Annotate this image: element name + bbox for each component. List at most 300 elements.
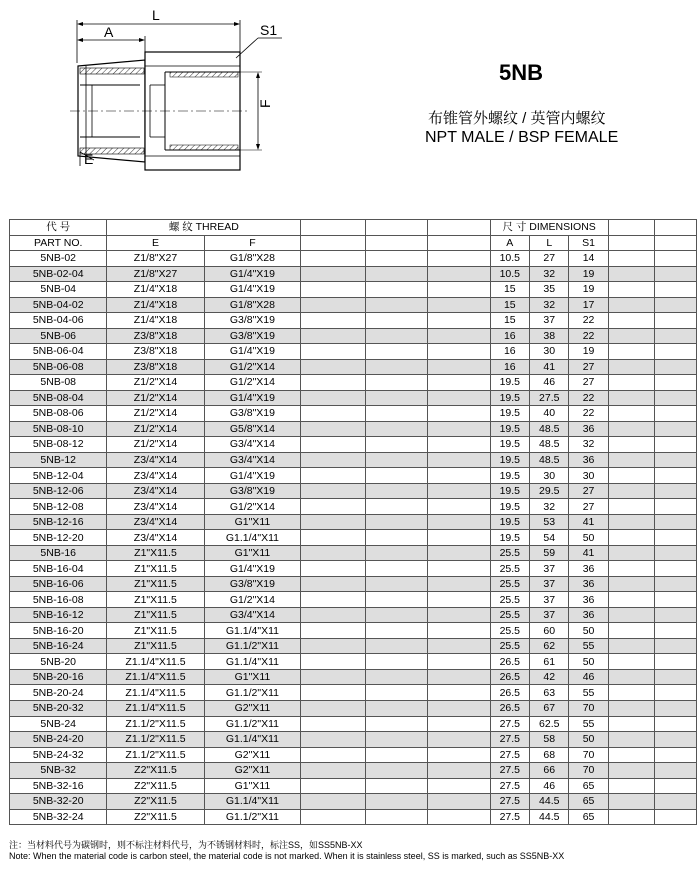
table-row xyxy=(10,669,697,685)
empty-cell xyxy=(428,763,490,779)
empty-cell xyxy=(428,778,490,794)
dim-a-cell: 26.5 xyxy=(490,685,529,701)
thread-e-cell: Z1.1/2"X11.5 xyxy=(107,732,204,748)
empty-cell xyxy=(366,530,428,546)
dim-l-cell: 68 xyxy=(530,747,569,763)
empty-cell xyxy=(608,328,654,344)
empty-cell xyxy=(608,530,654,546)
dim-a-cell: 19.5 xyxy=(490,437,529,453)
dim-s1-cell: 46 xyxy=(569,669,608,685)
part-no-cell: 5NB-08-04 xyxy=(10,390,107,406)
empty-cell xyxy=(428,251,490,267)
dim-a-cell: 19.5 xyxy=(490,406,529,422)
empty-cell xyxy=(301,282,366,298)
empty-cell xyxy=(366,437,428,453)
empty-cell xyxy=(366,452,428,468)
empty-cell xyxy=(608,669,654,685)
empty-cell xyxy=(655,406,697,422)
empty-cell xyxy=(608,251,654,267)
dim-l-cell: 63 xyxy=(530,685,569,701)
table-row xyxy=(10,732,697,748)
dim-a-cell: 25.5 xyxy=(490,638,529,654)
empty-cell xyxy=(608,623,654,639)
empty-cell xyxy=(655,499,697,515)
empty-cell xyxy=(655,266,697,282)
table-row xyxy=(10,344,697,360)
thread-e-cell: Z1.1/4"X11.5 xyxy=(107,685,204,701)
thread-f-cell: G1.1/2"X11 xyxy=(204,638,301,654)
dim-l-cell: 44.5 xyxy=(530,794,569,810)
dim-l-cell: 62.5 xyxy=(530,716,569,732)
empty-cell xyxy=(655,483,697,499)
dim-a-cell: 27.5 xyxy=(490,732,529,748)
empty-cell xyxy=(366,700,428,716)
dim-a-cell: 19.5 xyxy=(490,452,529,468)
dim-s1-cell: 55 xyxy=(569,638,608,654)
empty-cell xyxy=(608,763,654,779)
empty-cell xyxy=(366,514,428,530)
empty-cell xyxy=(301,421,366,437)
table-row xyxy=(10,514,697,530)
dim-a-cell: 19.5 xyxy=(490,375,529,391)
dim-l-cell: 37 xyxy=(530,313,569,329)
part-no-cell: 5NB-06-04 xyxy=(10,344,107,360)
empty-cell xyxy=(655,623,697,639)
dim-s1-cell: 41 xyxy=(569,545,608,561)
empty-cell xyxy=(608,638,654,654)
table-row xyxy=(10,375,697,391)
thread-f-cell: G1"X11 xyxy=(204,514,301,530)
dim-a-label: A xyxy=(104,24,114,40)
table-row xyxy=(10,499,697,515)
part-no-cell: 5NB-20 xyxy=(10,654,107,670)
empty-cell xyxy=(608,700,654,716)
thread-e-cell: Z2"X11.5 xyxy=(107,778,204,794)
part-no-cell: 5NB-06 xyxy=(10,328,107,344)
empty-cell xyxy=(428,297,490,313)
part-no-cell: 5NB-16 xyxy=(10,545,107,561)
header-row-2 xyxy=(10,235,697,251)
part-no-cell: 5NB-08-06 xyxy=(10,406,107,422)
dim-a-cell: 19.5 xyxy=(490,514,529,530)
dim-a-cell: 19.5 xyxy=(490,483,529,499)
empty-cell xyxy=(428,809,490,825)
empty-cell xyxy=(366,483,428,499)
header-e: E xyxy=(107,235,204,251)
part-no-cell: 5NB-02 xyxy=(10,251,107,267)
thread-e-cell: Z1.1/2"X11.5 xyxy=(107,747,204,763)
empty-cell xyxy=(366,545,428,561)
header-a: A xyxy=(490,235,529,251)
dim-l-cell: 60 xyxy=(530,623,569,639)
dim-s1-cell: 55 xyxy=(569,716,608,732)
empty-cell xyxy=(301,266,366,282)
dim-a-cell: 26.5 xyxy=(490,669,529,685)
dim-l-cell: 37 xyxy=(530,592,569,608)
empty-cell xyxy=(608,282,654,298)
thread-f-cell: G1.1/2"X11 xyxy=(204,809,301,825)
empty-cell xyxy=(428,313,490,329)
empty-cell xyxy=(608,499,654,515)
empty-cell xyxy=(301,607,366,623)
thread-e-cell: Z1"X11.5 xyxy=(107,607,204,623)
empty-cell xyxy=(428,452,490,468)
empty-cell xyxy=(655,375,697,391)
empty-cell xyxy=(428,545,490,561)
thread-f-cell: G1.1/4"X11 xyxy=(204,530,301,546)
empty-cell xyxy=(301,530,366,546)
dim-a-cell: 16 xyxy=(490,328,529,344)
table-row xyxy=(10,313,697,329)
empty-cell xyxy=(655,592,697,608)
empty-cell xyxy=(655,763,697,779)
dim-s1-cell: 36 xyxy=(569,607,608,623)
dim-l-cell: 48.5 xyxy=(530,421,569,437)
empty-cell xyxy=(608,747,654,763)
thread-f-cell: G3/4"X14 xyxy=(204,607,301,623)
header-code-cn: 代 号 xyxy=(10,220,107,236)
empty-cell xyxy=(608,468,654,484)
dim-s1-cell: 27 xyxy=(569,359,608,375)
empty-cell xyxy=(428,499,490,515)
dim-s1-cell: 70 xyxy=(569,700,608,716)
empty-cell xyxy=(608,344,654,360)
empty-cell xyxy=(366,328,428,344)
dim-l-cell: 38 xyxy=(530,328,569,344)
dim-f-label: F xyxy=(257,99,273,108)
empty-cell xyxy=(366,406,428,422)
part-no-cell: 5NB-04-02 xyxy=(10,297,107,313)
dim-l-cell: 46 xyxy=(530,778,569,794)
dim-l-cell: 29.5 xyxy=(530,483,569,499)
thread-f-cell: G1/4"X19 xyxy=(204,561,301,577)
empty-cell xyxy=(608,406,654,422)
thread-e-cell: Z1/4"X18 xyxy=(107,297,204,313)
thread-f-cell: G1/2"X14 xyxy=(204,375,301,391)
part-no-cell: 5NB-32-16 xyxy=(10,778,107,794)
dim-l-cell: 27 xyxy=(530,251,569,267)
dim-a-cell: 27.5 xyxy=(490,809,529,825)
thread-f-cell: G3/8"X19 xyxy=(204,328,301,344)
dim-l-cell: 37 xyxy=(530,607,569,623)
empty-cell xyxy=(366,685,428,701)
dim-a-cell: 25.5 xyxy=(490,545,529,561)
thread-f-cell: G1/4"X19 xyxy=(204,468,301,484)
dim-l-cell: 67 xyxy=(530,700,569,716)
thread-f-cell: G1.1/2"X11 xyxy=(204,685,301,701)
thread-e-cell: Z1"X11.5 xyxy=(107,638,204,654)
dim-l-cell: 32 xyxy=(530,499,569,515)
thread-f-cell: G5/8"X14 xyxy=(204,421,301,437)
dim-l-label: L xyxy=(152,7,160,23)
empty-cell xyxy=(301,297,366,313)
thread-e-cell: Z1/4"X18 xyxy=(107,282,204,298)
dim-s1-cell: 17 xyxy=(569,297,608,313)
empty-cell xyxy=(428,468,490,484)
dim-l-cell: 27.5 xyxy=(530,390,569,406)
thread-f-cell: G1"X11 xyxy=(204,669,301,685)
table-row xyxy=(10,747,697,763)
empty-cell xyxy=(655,251,697,267)
empty-cell xyxy=(428,592,490,608)
thread-e-cell: Z1"X11.5 xyxy=(107,592,204,608)
empty-cell xyxy=(366,763,428,779)
empty-cell xyxy=(608,297,654,313)
header-part-no: PART NO. xyxy=(10,235,107,251)
empty-cell xyxy=(428,282,490,298)
thread-e-cell: Z1"X11.5 xyxy=(107,545,204,561)
empty-cell xyxy=(428,700,490,716)
thread-f-cell: G1"X11 xyxy=(204,545,301,561)
dim-a-cell: 27.5 xyxy=(490,778,529,794)
empty-cell xyxy=(608,576,654,592)
thread-f-cell: G3/4"X14 xyxy=(204,437,301,453)
dim-l-cell: 37 xyxy=(530,561,569,577)
empty-cell xyxy=(301,251,366,267)
empty-cell xyxy=(366,251,428,267)
dim-s1-cell: 65 xyxy=(569,809,608,825)
dim-a-cell: 25.5 xyxy=(490,576,529,592)
empty-cell xyxy=(655,700,697,716)
empty-cell xyxy=(301,344,366,360)
table-row xyxy=(10,421,697,437)
empty-cell xyxy=(608,716,654,732)
empty-cell xyxy=(428,375,490,391)
empty-cell xyxy=(366,266,428,282)
dim-l-cell: 30 xyxy=(530,468,569,484)
dim-l-cell: 48.5 xyxy=(530,437,569,453)
dim-a-cell: 16 xyxy=(490,344,529,360)
empty-cell xyxy=(608,483,654,499)
subtitle-en: NPT MALE / BSP FEMALE xyxy=(425,129,619,146)
empty-cell xyxy=(428,483,490,499)
empty-cell xyxy=(301,545,366,561)
empty-cell xyxy=(655,282,697,298)
fitting-drawing xyxy=(0,0,300,200)
empty-cell xyxy=(366,732,428,748)
part-no-cell: 5NB-12-06 xyxy=(10,483,107,499)
empty-cell xyxy=(608,732,654,748)
thread-e-cell: Z2"X11.5 xyxy=(107,794,204,810)
thread-e-cell: Z3/8"X18 xyxy=(107,344,204,360)
empty-cell xyxy=(301,437,366,453)
empty-cell xyxy=(366,499,428,515)
table-row xyxy=(10,483,697,499)
part-no-cell: 5NB-12-08 xyxy=(10,499,107,515)
table-row xyxy=(10,654,697,670)
table-row xyxy=(10,763,697,779)
table-row xyxy=(10,359,697,375)
empty-cell xyxy=(366,716,428,732)
empty-cell xyxy=(301,763,366,779)
empty-cell xyxy=(608,778,654,794)
part-no-cell: 5NB-12 xyxy=(10,452,107,468)
empty-cell xyxy=(655,313,697,329)
empty-cell xyxy=(608,421,654,437)
note-cn: 注：当材料代号为碳钢时，则不标注材料代号，为不锈钢材料时，标注SS，如SS5NB-XX xyxy=(9,840,363,850)
dim-a-cell: 19.5 xyxy=(490,421,529,437)
thread-f-cell: G1"X11 xyxy=(204,778,301,794)
thread-f-cell: G3/8"X19 xyxy=(204,576,301,592)
empty-cell xyxy=(655,421,697,437)
empty-cell xyxy=(428,530,490,546)
dim-a-cell: 19.5 xyxy=(490,468,529,484)
empty-cell xyxy=(655,747,697,763)
header-s1: S1 xyxy=(569,235,608,251)
part-no-cell: 5NB-24 xyxy=(10,716,107,732)
empty-cell xyxy=(608,607,654,623)
part-no-cell: 5NB-16-08 xyxy=(10,592,107,608)
empty-cell xyxy=(366,623,428,639)
thread-e-cell: Z1"X11.5 xyxy=(107,576,204,592)
empty-cell xyxy=(428,669,490,685)
part-no-cell: 5NB-04 xyxy=(10,282,107,298)
empty-cell xyxy=(428,623,490,639)
empty-cell xyxy=(655,576,697,592)
table-row xyxy=(10,561,697,577)
dim-l-cell: 46 xyxy=(530,375,569,391)
dim-s1-cell: 70 xyxy=(569,763,608,779)
dim-s1-cell: 36 xyxy=(569,592,608,608)
dim-a-cell: 19.5 xyxy=(490,499,529,515)
table-row xyxy=(10,716,697,732)
header-dimensions: 尺 寸 DIMENSIONS xyxy=(490,220,608,236)
empty-cell xyxy=(366,561,428,577)
empty-cell xyxy=(428,437,490,453)
table-row xyxy=(10,794,697,810)
empty-cell xyxy=(301,375,366,391)
empty-cell xyxy=(301,794,366,810)
dim-l-cell: 58 xyxy=(530,732,569,748)
part-no-cell: 5NB-20-32 xyxy=(10,700,107,716)
dim-s1-cell: 36 xyxy=(569,421,608,437)
thread-e-cell: Z1/2"X14 xyxy=(107,421,204,437)
empty-cell xyxy=(301,732,366,748)
empty-cell xyxy=(608,809,654,825)
dim-s1-cell: 22 xyxy=(569,328,608,344)
thread-e-cell: Z1"X11.5 xyxy=(107,561,204,577)
table-row xyxy=(10,530,697,546)
dim-l-cell: 42 xyxy=(530,669,569,685)
empty-cell xyxy=(655,468,697,484)
header-l: L xyxy=(530,235,569,251)
empty-cell xyxy=(608,437,654,453)
empty-cell xyxy=(655,669,697,685)
dim-s1-cell: 19 xyxy=(569,282,608,298)
thread-f-cell: G1.1/2"X11 xyxy=(204,716,301,732)
empty-cell xyxy=(655,716,697,732)
thread-e-cell: Z1/2"X14 xyxy=(107,437,204,453)
thread-f-cell: G1.1/4"X11 xyxy=(204,794,301,810)
dim-s1-cell: 32 xyxy=(569,437,608,453)
table-row xyxy=(10,685,697,701)
thread-e-cell: Z1/8"X27 xyxy=(107,251,204,267)
subtitle-cn: 布锥管外螺纹 / 英管内螺纹 xyxy=(428,110,606,127)
empty-cell xyxy=(301,576,366,592)
dim-a-cell: 25.5 xyxy=(490,623,529,639)
thread-f-cell: G3/8"X19 xyxy=(204,313,301,329)
dim-s1-cell: 55 xyxy=(569,685,608,701)
dim-s1-cell: 50 xyxy=(569,530,608,546)
header-thread: 螺 纹 THREAD xyxy=(107,220,301,236)
table-row xyxy=(10,809,697,825)
thread-e-cell: Z1/8"X27 xyxy=(107,266,204,282)
thread-e-cell: Z1/2"X14 xyxy=(107,406,204,422)
part-no-cell: 5NB-24-32 xyxy=(10,747,107,763)
dim-a-cell: 15 xyxy=(490,313,529,329)
empty-cell xyxy=(366,638,428,654)
empty-cell xyxy=(655,514,697,530)
empty-cell xyxy=(428,406,490,422)
header-row-1 xyxy=(10,220,697,236)
empty-cell xyxy=(428,328,490,344)
dim-l-cell: 35 xyxy=(530,282,569,298)
note-en: Note: When the material code is carbon steel, the material code is not marked. When it is stainless steel, SS is marked, such as SS5NB-XX xyxy=(9,851,565,861)
dim-a-cell: 25.5 xyxy=(490,592,529,608)
table-row xyxy=(10,328,697,344)
model-title: 5NB xyxy=(499,60,544,85)
empty-cell xyxy=(655,390,697,406)
empty-cell xyxy=(608,545,654,561)
empty-cell xyxy=(608,794,654,810)
empty-cell xyxy=(366,313,428,329)
table-row xyxy=(10,592,697,608)
dim-s1-cell: 27 xyxy=(569,499,608,515)
empty-cell xyxy=(655,545,697,561)
thread-f-cell: G2"X11 xyxy=(204,700,301,716)
empty-cell xyxy=(428,359,490,375)
thread-e-cell: Z1/2"X14 xyxy=(107,390,204,406)
empty-cell xyxy=(301,700,366,716)
thread-e-cell: Z1/2"X14 xyxy=(107,375,204,391)
thread-f-cell: G1.1/4"X11 xyxy=(204,623,301,639)
thread-f-cell: G1.1/4"X11 xyxy=(204,732,301,748)
empty-cell xyxy=(301,669,366,685)
table-row xyxy=(10,251,697,267)
thread-f-cell: G1/2"X14 xyxy=(204,359,301,375)
empty-cell xyxy=(428,638,490,654)
empty-cell xyxy=(608,359,654,375)
table-row xyxy=(10,390,697,406)
empty-cell xyxy=(366,747,428,763)
thread-f-cell: G1.1/4"X11 xyxy=(204,654,301,670)
empty-cell xyxy=(301,716,366,732)
empty-cell xyxy=(655,685,697,701)
empty-cell xyxy=(366,375,428,391)
empty-cell xyxy=(366,654,428,670)
part-no-cell: 5NB-16-24 xyxy=(10,638,107,654)
empty-cell xyxy=(301,623,366,639)
dim-a-cell: 10.5 xyxy=(490,251,529,267)
dim-l-cell: 32 xyxy=(530,297,569,313)
table-row xyxy=(10,266,697,282)
empty-cell xyxy=(366,359,428,375)
thread-f-cell: G1/8"X28 xyxy=(204,251,301,267)
empty-cell xyxy=(301,561,366,577)
empty-cell xyxy=(608,390,654,406)
empty-cell xyxy=(428,344,490,360)
part-no-cell: 5NB-16-12 xyxy=(10,607,107,623)
part-no-cell: 5NB-08 xyxy=(10,375,107,391)
empty-cell xyxy=(608,654,654,670)
dim-l-cell: 59 xyxy=(530,545,569,561)
empty-cell xyxy=(366,390,428,406)
dim-s1-cell: 30 xyxy=(569,468,608,484)
empty-cell xyxy=(428,794,490,810)
dim-s1-cell: 27 xyxy=(569,483,608,499)
empty-cell xyxy=(428,716,490,732)
thread-f-cell: G1/4"X19 xyxy=(204,282,301,298)
